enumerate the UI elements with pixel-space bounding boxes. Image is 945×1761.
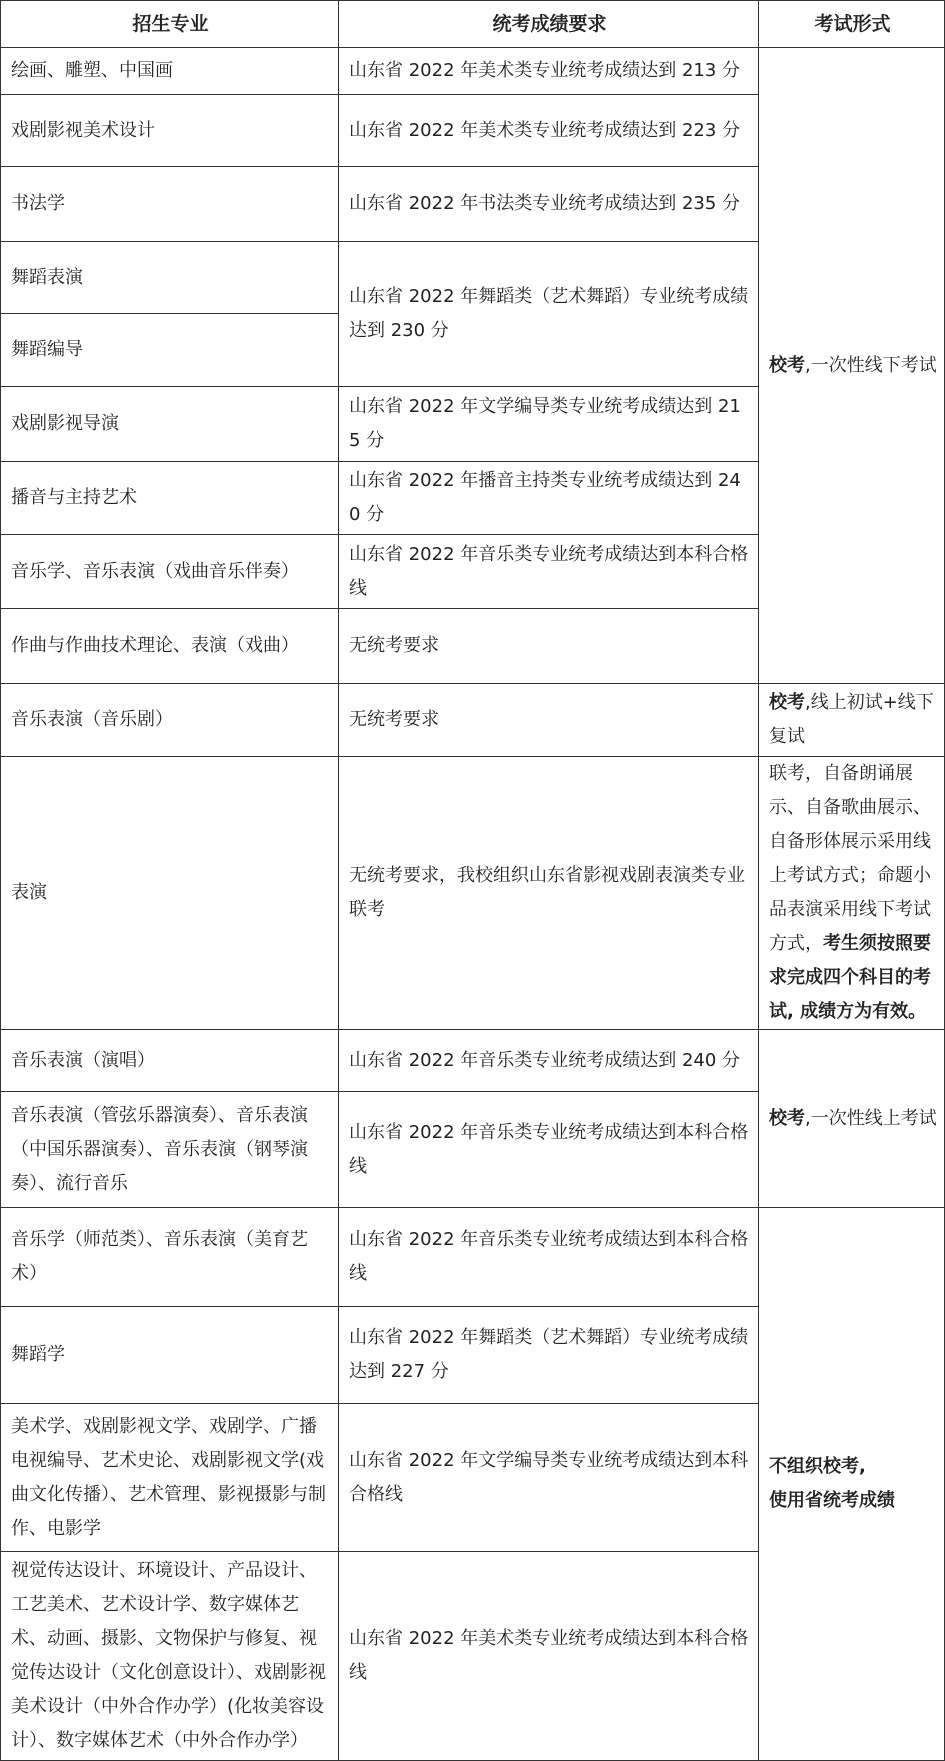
requirement-cell: 山东省 2022 年音乐类专业统考成绩达到本科合格线 — [339, 535, 759, 609]
exam-form-line: 不组织校考, — [769, 1456, 866, 1477]
major-cell: 音乐表演（音乐剧） — [1, 684, 339, 757]
requirement-cell: 山东省 2022 年舞蹈类（艺术舞蹈）专业统考成绩达到 227 分 — [339, 1307, 759, 1404]
table-row — [1, 757, 945, 1030]
major-cell: 戏剧影视导演 — [1, 387, 339, 462]
exam-form-text: ,线上初试+线下复试 — [769, 692, 934, 747]
requirement-cell: 山东省 2022 年文学编导类专业统考成绩达到本科合格线 — [339, 1404, 759, 1552]
requirement-cell: 无统考要求 — [339, 684, 759, 757]
requirement-cell: 山东省 2022 年书法类专业统考成绩达到 235 分 — [339, 167, 759, 242]
exam-form-text: ,一次性线下考试 — [805, 354, 937, 376]
exam-form-cell — [759, 684, 945, 757]
major-cell: 表演 — [1, 757, 339, 1030]
requirement-cell: 山东省 2022 年播音主持类专业统考成绩达到 240 分 — [339, 462, 759, 535]
header-exam-form: 考试形式 — [759, 1, 945, 48]
major-cell: 戏剧影视美术设计 — [1, 95, 339, 167]
exam-form-cell — [759, 757, 945, 1030]
major-cell: 书法学 — [1, 167, 339, 242]
exam-form-line: 使用省统考成绩 — [769, 1490, 895, 1511]
requirement-cell: 山东省 2022 年美术类专业统考成绩达到 213 分 — [339, 48, 759, 95]
requirement-cell: 山东省 2022 年音乐类专业统考成绩达到本科合格线 — [339, 1092, 759, 1208]
exam-form-cell — [759, 1030, 945, 1208]
major-cell: 音乐学、音乐表演（戏曲音乐伴奏） — [1, 535, 339, 609]
exam-form-bold: 校考 — [769, 354, 805, 376]
major-cell: 作曲与作曲技术理论、表演（戏曲） — [1, 609, 339, 684]
exam-form-bold: 校考 — [769, 692, 805, 713]
major-cell: 美术学、戏剧影视文学、戏剧学、广播电视编导、艺术史论、戏剧影视文学(戏曲文化传播）、艺术管理、影视摄影与制作、电影学 — [1, 1404, 339, 1552]
exam-form-cell — [759, 1208, 945, 1761]
requirement-cell: 山东省 2022 年美术类专业统考成绩达到本科合格线 — [339, 1552, 759, 1761]
table-row — [1, 684, 945, 757]
requirement-cell: 山东省 2022 年美术类专业统考成绩达到 223 分 — [339, 95, 759, 167]
major-cell: 绘画、雕塑、中国画 — [1, 48, 339, 95]
major-cell: 舞蹈表演 — [1, 242, 339, 314]
table-row — [1, 1208, 945, 1307]
requirement-cell: 山东省 2022 年音乐类专业统考成绩达到 240 分 — [339, 1030, 759, 1092]
header-requirement: 统考成绩要求 — [339, 1, 759, 48]
requirement-cell: 山东省 2022 年文学编导类专业统考成绩达到 215 分 — [339, 387, 759, 462]
header-major: 招生专业 — [1, 1, 339, 48]
exam-form-bold: 考生须按照要求完成四个科目的考试, 成绩方为有效。 — [769, 933, 931, 1022]
major-cell: 舞蹈编导 — [1, 314, 339, 387]
major-cell: 舞蹈学 — [1, 1307, 339, 1404]
exam-form-cell — [759, 48, 945, 684]
major-cell: 播音与主持艺术 — [1, 462, 339, 535]
exam-form-bold: 校考 — [769, 1107, 805, 1129]
major-cell: 视觉传达设计、环境设计、产品设计、工艺美术、艺术设计学、数字媒体艺术、动画、摄影、文物保护与修复、视觉传达设计（文化创意设计）、戏剧影视美术设计（中外合作办学）(化妆美容设计）、数字媒体艺术（中外合作办学） — [1, 1552, 339, 1761]
requirement-cell: 无统考要求，我校组织山东省影视戏剧表演类专业联考 — [339, 757, 759, 1030]
requirement-cell: 山东省 2022 年音乐类专业统考成绩达到本科合格线 — [339, 1208, 759, 1307]
table-header-row — [1, 1, 945, 48]
exam-form-text: 联考，自备朗诵展示、自备歌曲展示、自备形体展示采用线上考试方式；命题小品表演采用线下考试方式， — [769, 763, 931, 954]
major-cell: 音乐表演（管弦乐器演奏）、音乐表演（中国乐器演奏）、音乐表演（钢琴演奏）、流行音乐 — [1, 1092, 339, 1208]
table-row — [1, 1030, 945, 1092]
major-cell: 音乐学（师范类）、音乐表演（美育艺术） — [1, 1208, 339, 1307]
requirement-cell: 无统考要求 — [339, 609, 759, 684]
major-cell: 音乐表演（演唱） — [1, 1030, 339, 1092]
requirement-cell: 山东省 2022 年舞蹈类（艺术舞蹈）专业统考成绩达到 230 分 — [339, 242, 759, 387]
exam-form-text: ,一次性线上考试 — [805, 1107, 937, 1129]
table-row — [1, 48, 945, 95]
